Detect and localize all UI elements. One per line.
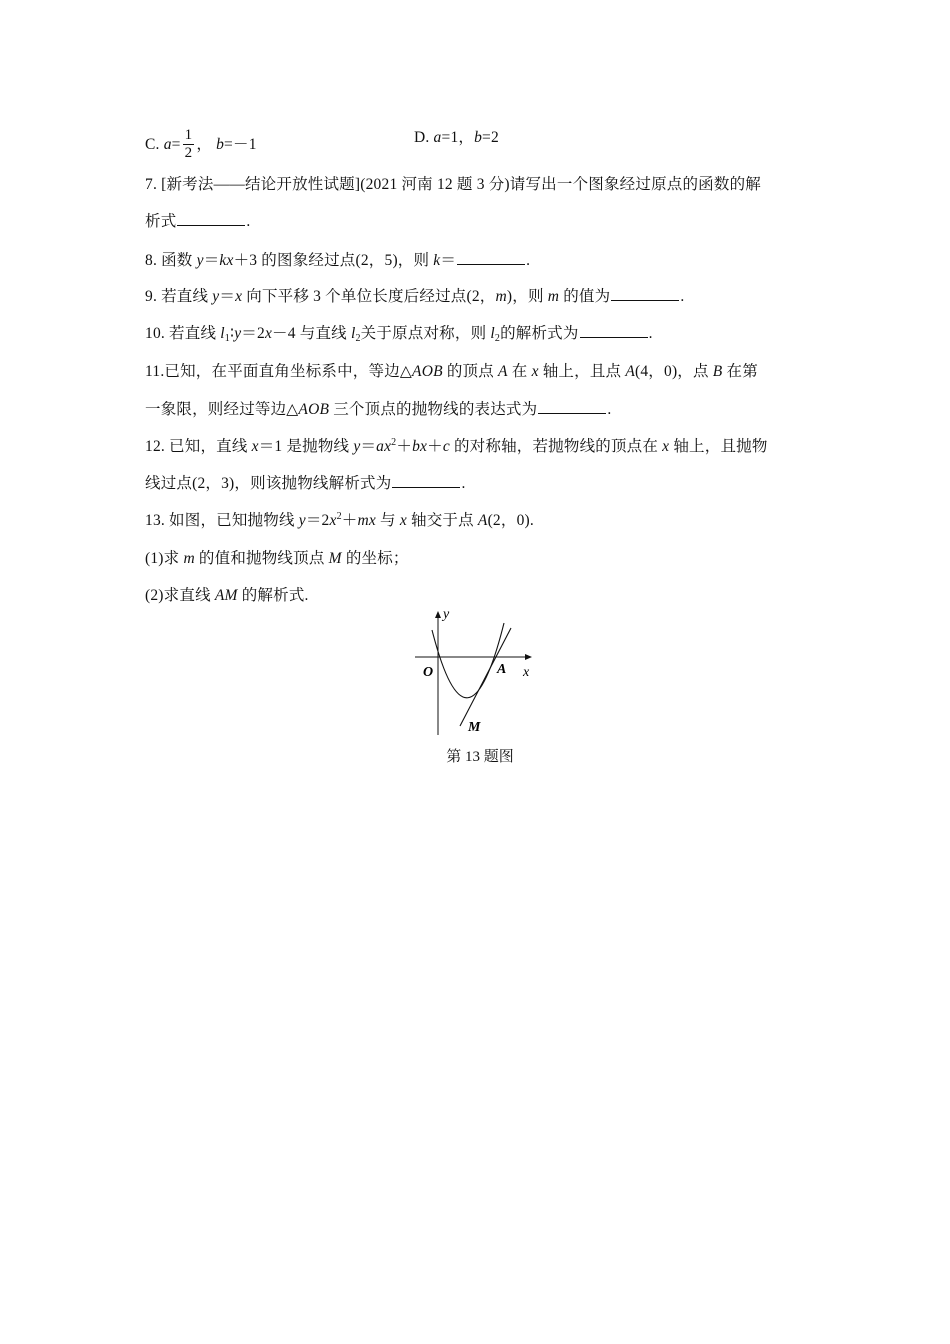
var-aob: AOB (298, 401, 330, 418)
option-c (145, 127, 257, 161)
var-a: A (498, 363, 508, 380)
option-c-label: C. (145, 136, 160, 154)
var-l: l (490, 325, 495, 342)
var-y: y (196, 252, 204, 269)
var-m: m (495, 288, 507, 305)
question-text: 析式 (145, 213, 177, 230)
var-mx: mx (357, 512, 376, 529)
subscript: 2 (355, 333, 361, 344)
text: ＝1 是抛物线 (258, 438, 354, 455)
var-y: y (353, 438, 361, 455)
text: 的解析式. (237, 587, 309, 604)
var-x: x (662, 438, 670, 455)
superscript: 2 (336, 511, 342, 522)
var-c: c (442, 438, 450, 455)
a-val: =1， (441, 129, 475, 146)
text: 如图，已知抛物线 (164, 512, 299, 529)
eq: ＝ (203, 252, 220, 269)
text: 若直线 (164, 325, 221, 342)
answer-blank[interactable] (611, 286, 679, 301)
option-d-label: D. (414, 129, 430, 146)
var-x: x (399, 512, 407, 529)
text: 已知，在平面直角坐标系中，等边△ (164, 363, 413, 380)
var-x: x (251, 438, 259, 455)
question-13-part-2 (145, 586, 309, 606)
var-a: A (477, 512, 488, 529)
question-number: 8. (145, 252, 158, 269)
text: 轴交于点 (406, 512, 478, 529)
plus: ＋ (427, 438, 443, 455)
var-m: m (547, 288, 560, 305)
question-number: 13. (145, 512, 165, 529)
answer-blank[interactable] (457, 250, 525, 265)
question-7-line-2 (145, 211, 250, 232)
text: ＝2 (305, 512, 330, 529)
parabola-graph (405, 600, 555, 745)
var-b: b (474, 129, 483, 146)
question-11-line-2 (145, 399, 611, 420)
text: 的值为 (559, 288, 611, 305)
var-aob: AOB (412, 363, 443, 380)
question-12-line-1 (145, 437, 768, 457)
text: 轴上，且点 (538, 363, 626, 380)
text: 已知，直线 (164, 438, 252, 455)
text: 关于原点对称，则 (360, 325, 491, 342)
question-number: 9. (145, 288, 158, 305)
var-ax: ax (376, 438, 392, 455)
period: . (680, 288, 685, 305)
question-7-line-1 (145, 175, 761, 195)
question-11-line-1 (145, 362, 758, 382)
question-12-line-2 (145, 473, 466, 494)
text: ＝2 (241, 325, 265, 342)
option-row-cd (145, 128, 257, 163)
period: . (461, 475, 466, 492)
line-am (460, 628, 511, 726)
text: (4，0)，点 (634, 363, 713, 380)
plus: ＋ (396, 438, 413, 455)
var-k: k (433, 252, 441, 269)
var-a: a (163, 136, 172, 154)
text: －4 与直线 (272, 325, 351, 342)
question-8 (145, 250, 530, 271)
var-bx: bx (412, 438, 428, 455)
var-y: y (298, 512, 306, 529)
label-y: y (443, 607, 450, 622)
period: . (526, 252, 531, 269)
question-number: 12. (145, 438, 165, 455)
answer-blank[interactable] (580, 323, 648, 338)
text: 函数 (157, 252, 197, 269)
b-val: =2 (482, 129, 499, 146)
sep: ， (196, 136, 213, 154)
b-val: =－1 (224, 136, 257, 154)
answer-blank[interactable] (538, 399, 606, 414)
var-l: l (350, 325, 356, 342)
text: ＋3 的图象经过点(2，5)，则 (233, 252, 434, 269)
frac-num: 1 (184, 127, 193, 143)
var-x: x (329, 512, 337, 529)
figure-13 (405, 600, 555, 775)
var-m-point: M (328, 550, 342, 567)
var-y: y (212, 288, 220, 305)
label-x: x (523, 665, 530, 680)
period: . (607, 401, 612, 418)
eq: ＝ (440, 252, 457, 269)
question-9 (145, 286, 684, 307)
var-l: l (220, 325, 225, 342)
eq: ＝ (360, 438, 377, 455)
var-b: b (216, 136, 225, 154)
var-x: x (264, 325, 273, 342)
subscript: 2 (494, 333, 501, 344)
text: 向下平移 3 个单位长度后经过点(2， (242, 288, 496, 305)
label-a: A (497, 662, 507, 677)
fraction-one-half (183, 127, 195, 162)
var-x: x (531, 363, 539, 380)
question-number: 10. (145, 325, 165, 342)
text: 的值和抛物线顶点 (194, 550, 329, 567)
var-b: B (712, 363, 723, 380)
text: 轴上，且抛物 (669, 438, 768, 455)
text: 在 (507, 363, 532, 380)
var-y: y (234, 325, 242, 342)
ratio-colon: ∶ (229, 325, 235, 342)
superscript: 2 (391, 437, 397, 448)
label-o: O (423, 665, 434, 680)
period: . (246, 213, 251, 230)
question-text: [新考法——结论开放性试题](2021 河南 12 题 3 分)请写出一个图象经过原点的函数的解 (161, 176, 761, 193)
text: 的顶点 (442, 363, 499, 380)
text: 一象限，则经过等边△ (145, 401, 299, 418)
text: 与 (375, 512, 400, 529)
eq: = (171, 136, 181, 154)
text: 的解析式为 (500, 325, 579, 342)
question-number: 11. (145, 363, 165, 380)
text: (2)求直线 (145, 587, 215, 604)
subscript: 1 (224, 333, 230, 344)
text: (1)求 (145, 550, 184, 567)
question-number: 7. (145, 176, 158, 193)
var-m: m (183, 550, 195, 567)
eq: ＝ (219, 288, 236, 305)
parabola-curve (432, 623, 507, 698)
question-13 (145, 511, 534, 531)
text: 的对称轴，若抛物线的顶点在 (449, 438, 663, 455)
var-kx: kx (219, 252, 234, 269)
var-a: a (433, 129, 442, 146)
var-am: AM (214, 587, 238, 604)
answer-blank[interactable] (392, 473, 460, 488)
frac-den: 2 (184, 145, 193, 161)
option-d (414, 128, 499, 148)
text: (2，0). (487, 512, 534, 529)
question-13-part-1 (145, 549, 409, 569)
var-a: A (625, 363, 635, 380)
text: 若直线 (157, 288, 213, 305)
var-x: x (235, 288, 243, 305)
period: . (648, 325, 653, 342)
text: 三个顶点的抛物线的表达式为 (329, 401, 538, 418)
answer-blank[interactable] (177, 211, 245, 226)
plus: ＋ (341, 512, 358, 529)
text: )，则 (506, 288, 548, 305)
text: 在第 (722, 363, 758, 380)
label-m: M (468, 720, 481, 735)
text: 线过点(2，3)，则该抛物线解析式为 (145, 475, 392, 492)
figure-caption: 第 13 题图 (446, 749, 514, 765)
text: 的坐标； (341, 550, 409, 567)
question-10 (145, 323, 653, 344)
